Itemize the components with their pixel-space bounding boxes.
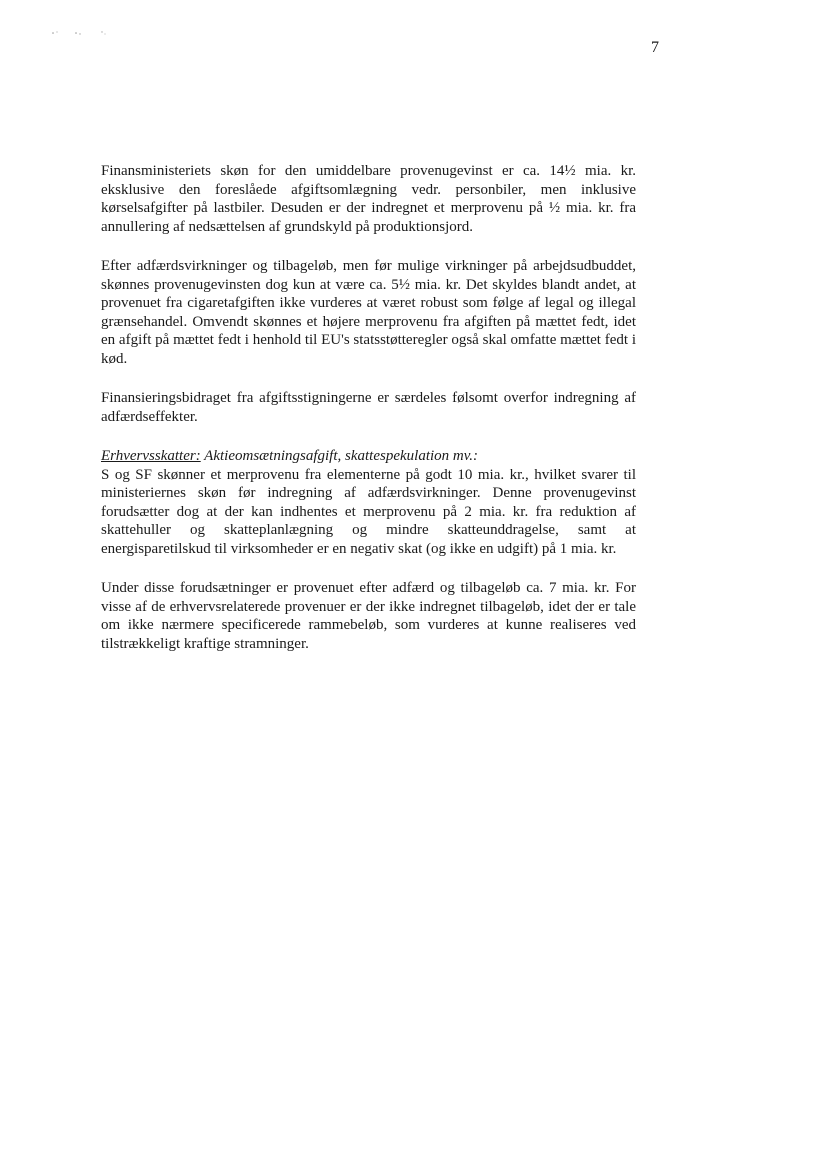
section-heading-label: Erhvervsskatter: (101, 448, 201, 464)
paragraph-adfaerdsvirkninger: Efter adfærdsvirkninger og tilbageløb, men før mulige virkninger på arbejdsudbuddet, skønnes provenugevinsten dog kun at være ca. 5½ mia. kr. Det skyldes blandt andet, at provenuet fra cigaretafgiften ikke vurderes at været robust som følge af legal og illegal grænsehandel. Omvendt skønnes et højere merprovenu fra afgiften på mættet fedt, idet en afgift på mættet fedt i henhold til EU's statsstøtteregler også skal omfatte mættet fedt i kød. (101, 258, 636, 367)
paragraph-provenugevinst: Finansministeriets skøn for den umiddelbare provenugevinst er ca. 14½ mia. kr. eksklusive den foreslåede afgiftsomlægning vedr. personbiler, men inklusive kørselsafgifter på lastbiler. Desuden er der indregnet et merprovenu på ½ mia. kr. fra annullering af nedsættelsen af grundskyld på produktionsjord. (101, 163, 636, 235)
page-number: 7 (651, 39, 659, 56)
scan-artifact-marks (50, 28, 120, 38)
paragraph-merprovenu: S og SF skønner et merprovenu fra elementerne på godt 10 mia. kr., hvilket svarer til ministeriernes skøn før indregning af adfærdsvirkninger. Denne provenugevinst forudsætter dog at der kan indhentes et merprovenu på 2 mia. kr. fra reduktion af skattehuller og skatteplanlægning og mindre skatteunddragelse, samt at energisparetilskud til virksomheder er en negativ skat (og ikke en udgift) på 1 mia. kr. (101, 466, 636, 557)
document-body (101, 162, 636, 674)
section-erhvervsskatter (101, 447, 636, 558)
paragraph-closing: Under disse forudsætninger er provenuet efter adfærd og tilbageløb ca. 7 mia. kr. For visse af de erhvervsrelaterede provenuer er der ikke indregnet tilbageløb, idet der er tale om ikke nærmere specificerede rammebeløb, som vurderes at kunne realiseres ved tilstrækkeligt kraftige stramninger. (101, 580, 636, 652)
section-heading (101, 447, 636, 466)
paragraph-finansieringsbidrag: Finansieringsbidraget fra afgiftsstigningerne er særdeles følsomt overfor indregning af adfærdseffekter. (101, 390, 636, 425)
section-heading-text: Aktieomsætningsafgift, skattespekulation mv.: (200, 448, 479, 464)
